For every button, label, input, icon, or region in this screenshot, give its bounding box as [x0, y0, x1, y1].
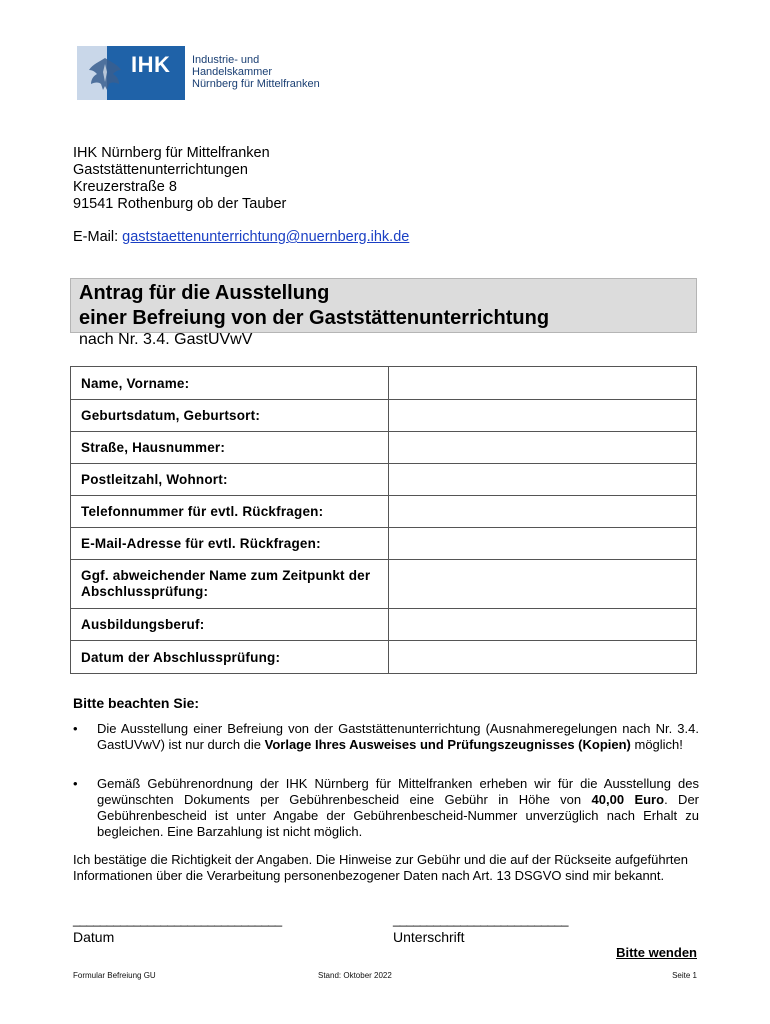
- signature-line[interactable]: __________________________: [393, 912, 568, 927]
- address-line-4: 91541 Rothenburg ob der Tauber: [73, 196, 287, 212]
- form-title-line-1: Antrag für die Ausstellung: [79, 282, 330, 304]
- date-label: Datum: [73, 929, 115, 945]
- field-label: Geburtsdatum, Geburtsort:: [71, 400, 389, 432]
- form-title-line-2: einer Befreiung von der Gaststättenunterrichtung: [79, 307, 550, 329]
- email-field[interactable]: [388, 528, 696, 560]
- notice-bullet-1: [73, 721, 699, 753]
- street-field[interactable]: [388, 432, 696, 464]
- logo-line-2: Nürnberg für Mittelfranken: [192, 78, 320, 90]
- field-label: E-Mail-Adresse für evtl. Rückfragen:: [71, 528, 389, 560]
- email-link[interactable]: gaststaettenunterrichtung@nuernberg.ihk.de: [122, 229, 410, 245]
- address-line-1: IHK Nürnberg für Mittelfranken: [73, 145, 270, 161]
- logo-line-1: Industrie- und Handelskammer: [192, 54, 273, 78]
- applicant-form-table: [70, 366, 697, 674]
- date-signature-line[interactable]: _______________________________: [73, 912, 282, 927]
- table-row: [71, 609, 697, 641]
- ihk-logo: [77, 46, 327, 100]
- field-label: Straße, Hausnummer:: [71, 432, 389, 464]
- phone-field[interactable]: [388, 496, 696, 528]
- bullet-text-bold: 40,00 Euro: [591, 792, 665, 807]
- bullet-text-part: möglich!: [630, 737, 683, 752]
- confirmation-text: Ich bestätige die Richtigkeit der Angaben. Die Hinweise zur Gebühr und die auf der Rückseite aufgeführten Informationen über die Verarbeitung personenbezogener Daten nach Art. 13 DSGVO sind mir bekannt.: [73, 852, 688, 883]
- bullet-text: [97, 721, 699, 753]
- field-label: Name, Vorname:: [71, 367, 389, 400]
- footer-page-number: Seite 1: [672, 971, 697, 980]
- email-label: E-Mail:: [73, 229, 123, 245]
- bullet-dot-icon: •: [73, 721, 78, 736]
- notice-bullet-2: [73, 776, 699, 840]
- logo-organisation-name: [192, 54, 327, 90]
- table-row: [71, 400, 697, 432]
- form-title-box: [70, 278, 697, 333]
- field-label: Telefonnummer für evtl. Rückfragen:: [71, 496, 389, 528]
- address-line-3: Kreuzerstraße 8: [73, 179, 177, 195]
- signature-label: Unterschrift: [393, 929, 465, 945]
- eagle-icon: [85, 54, 125, 94]
- profession-field[interactable]: [388, 609, 696, 641]
- footer-version: Stand: Oktober 2022: [318, 971, 392, 980]
- footer-form-name: Formular Befreiung GU: [73, 971, 156, 980]
- bullet-text-part: . Der Gebührenbescheid ist unter Angabe der Gebührenbescheid-Nummer unverzüglich nach Erhalt zu begleichen. Eine Barzahlung ist nicht möglich.: [97, 792, 700, 839]
- name-field[interactable]: [388, 367, 696, 400]
- bullet-text: [97, 776, 699, 840]
- address-line-2: Gaststättenunterrichtungen: [73, 162, 248, 178]
- turn-over-note: Bitte wenden: [616, 945, 697, 960]
- bullet-dot-icon: •: [73, 776, 78, 791]
- form-subtitle: nach Nr. 3.4. GastUVwV: [79, 331, 253, 348]
- exam-date-field[interactable]: [388, 641, 696, 674]
- logo-brand: IHK: [131, 52, 171, 77]
- field-label: Ausbildungsberuf:: [71, 609, 389, 641]
- bullet-text-part: Gemäß Gebührenordnung der IHK Nürnberg für Mittelfranken erheben wir für die Ausstellung des gewünschten Dokuments per Gebührenbescheid eine Gebühr in Höhe von: [97, 776, 699, 807]
- email-line: [73, 229, 409, 245]
- table-row: [71, 560, 697, 609]
- table-row: [71, 528, 697, 560]
- table-row: [71, 432, 697, 464]
- field-label: Ggf. abweichender Name zum Zeitpunkt der Abschlussprüfung:: [71, 560, 389, 609]
- notice-heading: Bitte beachten Sie:: [73, 695, 200, 711]
- former-name-field[interactable]: [388, 560, 696, 609]
- postcode-city-field[interactable]: [388, 464, 696, 496]
- table-row: [71, 464, 697, 496]
- bullet-text-bold: Vorlage Ihres Ausweises und Prüfungszeugnisses (Kopien): [264, 737, 631, 752]
- table-row: [71, 496, 697, 528]
- recipient-address: [73, 145, 286, 213]
- field-label: Datum der Abschlussprüfung:: [71, 641, 389, 674]
- birth-field[interactable]: [388, 400, 696, 432]
- field-label: Postleitzahl, Wohnort:: [71, 464, 389, 496]
- table-row: [71, 367, 697, 400]
- bullet-text-part: Die Ausstellung einer Befreiung von der Gaststättenunterrichtung (Ausnahmeregelungen nach Nr. 3.4. GastUVwV) ist nur durch die: [97, 721, 699, 752]
- table-row: [71, 641, 697, 674]
